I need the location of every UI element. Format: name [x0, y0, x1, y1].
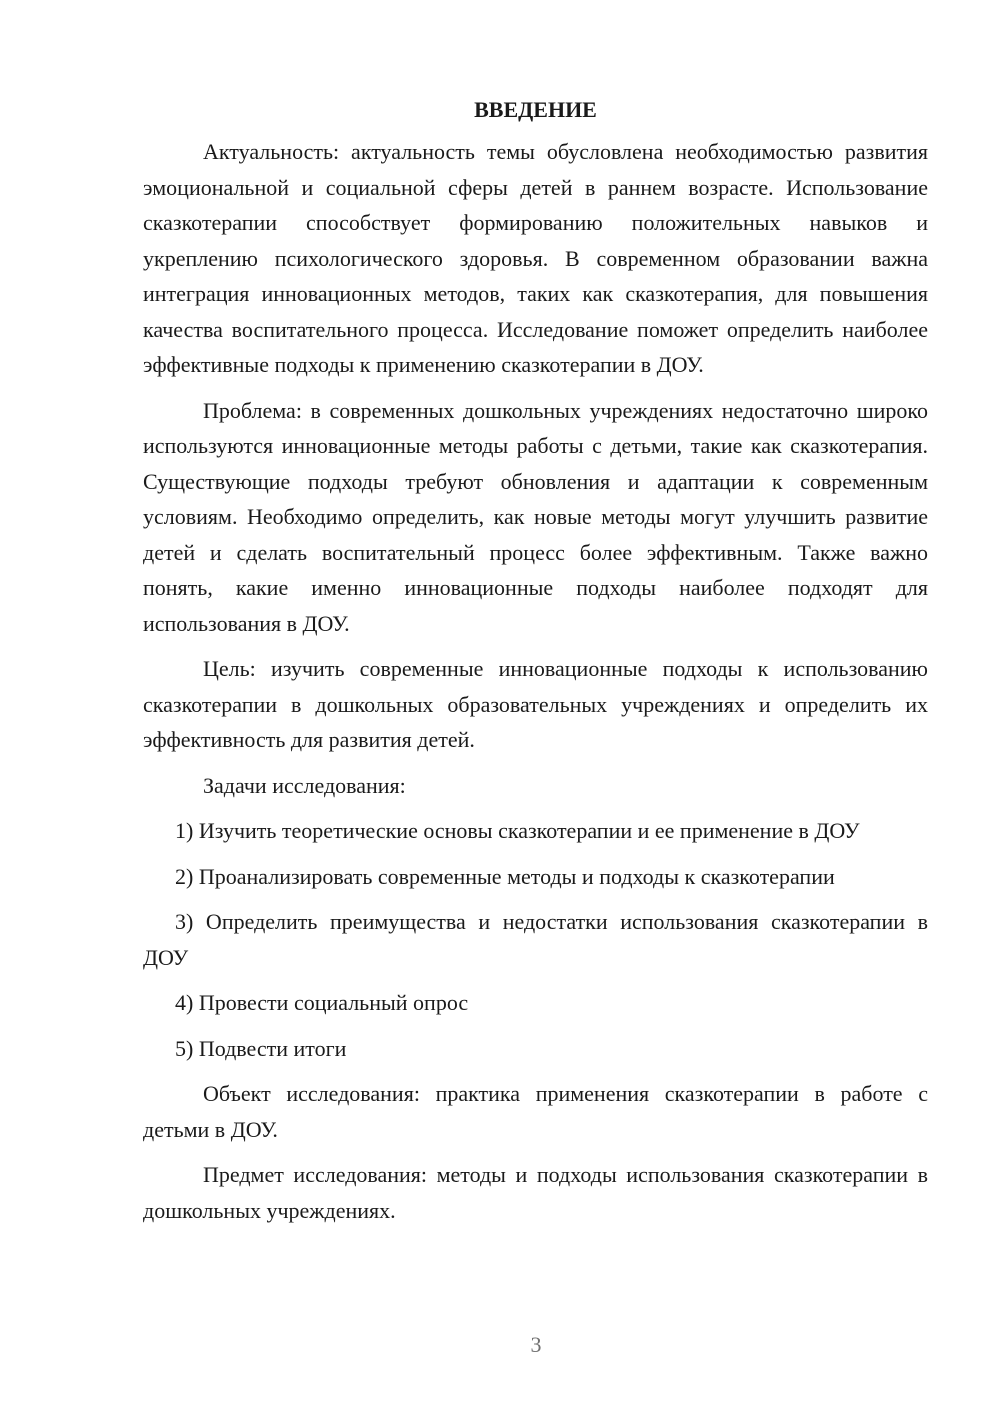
- section-title: ВВЕДЕНИЕ: [474, 97, 597, 122]
- task-item-4: 4) Провести социальный опрос: [175, 990, 469, 1015]
- task-item-2: 2) Проанализировать современные методы и подходы к сказкотерапии: [175, 863, 835, 889]
- subject-paragraph: Предмет исследования: методы и подходы использования сказкотерапии в дошкольных учреждениях.: [143, 1162, 928, 1223]
- task-item-1: 1) Изучить теоретические основы сказкотерапии и ее применение в ДОУ: [175, 818, 860, 843]
- task-item-3: 3) Определить преимущества и недостатки использования сказкотерапии в ДОУ: [143, 909, 928, 970]
- page-number: 3: [530, 1332, 542, 1357]
- task-item-5: 5) Подвести итоги: [175, 1035, 347, 1061]
- tasks-heading: Задачи исследования:: [203, 772, 406, 798]
- problem-paragraph: Проблема: в современных дошкольных учреждениях недостаточно широко используются инновационные методы работы с детьми, такие как сказкотерапия. Существующие подходы требуют обновления и адаптации к современным условиям. Необходимо определить, как новые методы могут улучшить развитие детей и сделать воспитательный процесс более эффективным. Также важно понять, какие именно инновационные подходы наиболее подходят для использования в ДОУ.: [143, 397, 928, 636]
- relevance-paragraph: Актуальность: актуальность темы обусловлена необходимостью развития эмоциональной и социальной сферы детей в раннем возрасте. Использование сказкотерапии способствует формированию положительных навыков и укреплению психологического здоровья. В современном образовании важна интеграция инновационных методов, таких как сказкотерапия, для повышения качества воспитательного процесса. Исследование поможет определить наиболее эффективные подходы к применению сказкотерапии в ДОУ.: [143, 139, 928, 377]
- document-page: [143, 92, 928, 1228]
- goal-paragraph: Цель: изучить современные инновационные подходы к использованию сказкотерапии в дошкольных образовательных учреждениях и определить их эффективность для развития детей.: [143, 656, 928, 752]
- object-paragraph: Объект исследования: практика применения сказкотерапии в работе с детьми в ДОУ.: [143, 1081, 928, 1142]
